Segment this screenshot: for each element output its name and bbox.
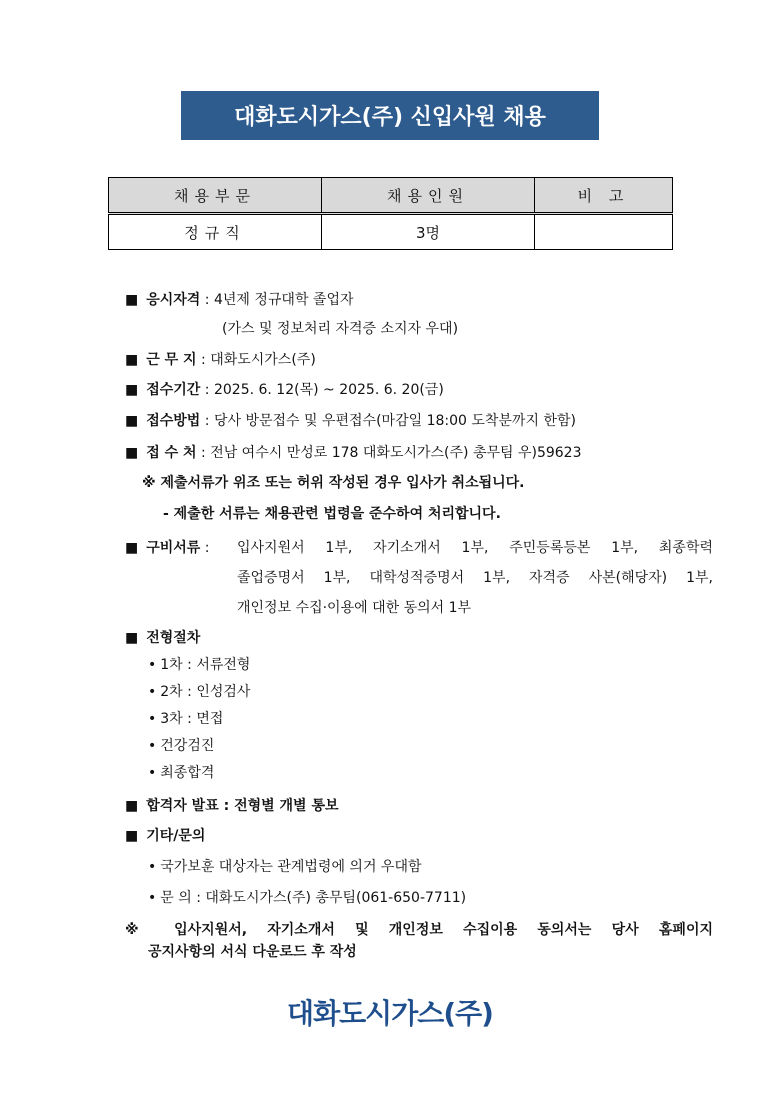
square-bullet-icon: ■ — [125, 630, 139, 646]
etc-item: • 문 의 : 대화도시가스(주) 총무팀(061-650-7711) — [148, 890, 467, 906]
item-value: 2025. 6. 12(목) ~ 2025. 6. 20(금) — [213, 382, 444, 398]
bullet-icon: • — [148, 657, 157, 673]
item-value: 대화도시가스(주) — [210, 352, 316, 368]
table-header-cell: 채용부문 — [109, 178, 322, 214]
item-sep: : — [204, 413, 210, 429]
documents-text-2: 졸업증명서 1부, 대학성적증명서 1부, 자격증 사본(해당자) 1부, — [237, 570, 713, 586]
table-cell: 3명 — [322, 214, 535, 250]
etc-item: • 국가보훈 대상자는 관계법령에 의거 우대함 — [148, 859, 422, 875]
bullet-icon: • — [148, 765, 157, 781]
item-label: 접수기간 — [146, 382, 201, 398]
method-line — [125, 410, 576, 430]
item-value: 당사 방문접수 및 우편접수(마감일 18:00 도착분까지 한함) — [213, 413, 576, 429]
final-note-line-2: 공지사항의 서식 다운로드 후 작성 — [148, 944, 357, 960]
process-step: • 건강검진 — [148, 738, 215, 754]
item-sep: : — [201, 352, 206, 368]
table-cell — [535, 214, 673, 250]
item-label: 접수방법 — [146, 413, 201, 429]
address-line — [125, 442, 582, 462]
documents-text-1: 입사지원서 1부, 자기소개서 1부, 주민등록등본 1부, 최종학력 — [237, 540, 713, 556]
item-label: 접 수 처 — [146, 445, 197, 461]
announce-line — [125, 795, 339, 815]
item-value: 4년제 정규대학 졸업자 — [213, 292, 354, 308]
table-header-cell: 채용인원 — [322, 178, 535, 214]
square-bullet-icon: ■ — [125, 798, 139, 814]
item-label: 구비서류 — [146, 540, 201, 556]
item-value: 전남 여수시 만성로 178 대화도시가스(주) 총무팀 우)59623 — [210, 445, 582, 461]
process-step: • 1차 : 서류전형 — [148, 657, 251, 673]
item-sep: : — [204, 382, 210, 398]
square-bullet-icon: ■ — [125, 413, 139, 429]
table-cell: 정규직 — [109, 214, 322, 250]
qualification-line — [125, 289, 354, 309]
square-bullet-icon: ■ — [125, 352, 139, 368]
workplace-line — [125, 349, 316, 369]
final-note-line-1: ※ 입사지원서, 자기소개서 및 개인정보 수집이용 동의서는 당사 홈페이지 — [125, 922, 713, 938]
process-step: • 최종합격 — [148, 765, 215, 781]
square-bullet-icon: ■ — [125, 292, 139, 308]
documents-text-3: 개인정보 수집·이용에 대한 동의서 1부 — [237, 600, 472, 616]
table-header-cell: 비 고 — [535, 178, 673, 214]
bullet-icon: • — [148, 859, 157, 875]
recruitment-table — [108, 177, 673, 250]
item-sep: : — [204, 540, 210, 556]
item-sep: : — [201, 445, 206, 461]
item-sep: : — [204, 292, 210, 308]
warning-privacy: - 제출한 서류는 채용관련 법령을 준수하여 처리합니다. — [163, 506, 501, 522]
process-heading — [125, 627, 200, 647]
item-label: 근 무 지 — [146, 352, 197, 368]
square-bullet-icon: ■ — [125, 828, 139, 844]
square-bullet-icon: ■ — [125, 445, 139, 461]
period-line — [125, 379, 444, 399]
bullet-icon: • — [148, 684, 157, 700]
item-label: 기타/문의 — [146, 828, 206, 844]
documents-line — [125, 537, 210, 557]
warning-forgery: ※ 제출서류가 위조 또는 허위 작성된 경우 입사가 취소됩니다. — [142, 475, 525, 491]
bullet-icon: • — [148, 890, 157, 906]
bullet-icon: • — [148, 711, 157, 727]
square-bullet-icon: ■ — [125, 382, 139, 398]
process-step: • 3차 : 면접 — [148, 711, 224, 727]
announce-text: 합격자 발표 : 전형별 개별 통보 — [146, 798, 339, 814]
page-title: 대화도시가스(주) 신입사원 채용 — [181, 91, 599, 140]
process-step: • 2차 : 인성검사 — [148, 684, 251, 700]
bullet-icon: • — [148, 738, 157, 754]
item-label: 응시자격 — [146, 292, 201, 308]
item-label: 전형절차 — [146, 630, 201, 646]
company-logo: 대화도시가스(주) — [287, 997, 493, 1030]
etc-heading — [125, 825, 205, 845]
square-bullet-icon: ■ — [125, 540, 139, 556]
qualification-note: (가스 및 정보처리 자격증 소지자 우대) — [222, 321, 459, 337]
